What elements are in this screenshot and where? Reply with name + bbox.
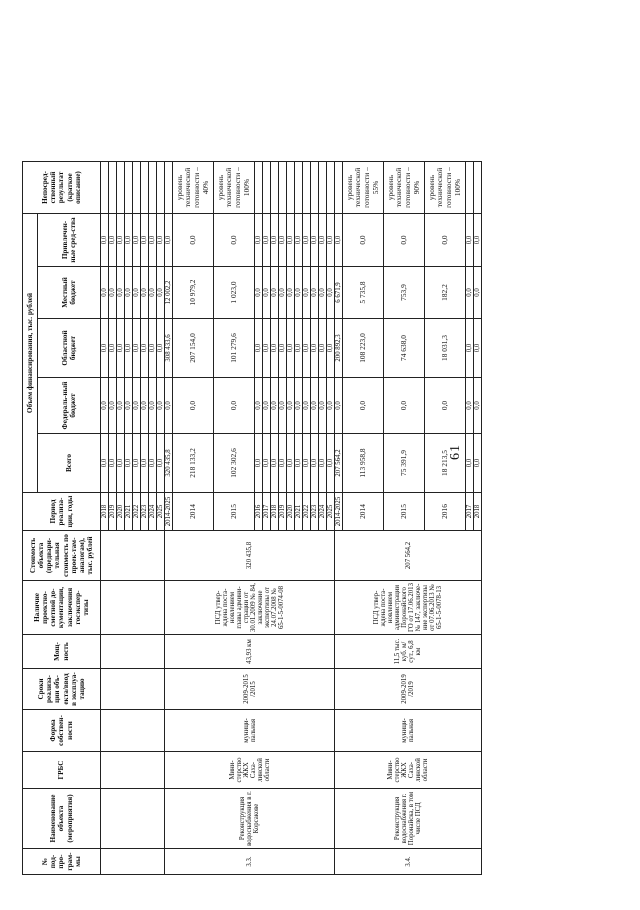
header-period: Период реализа-ции, годы: [23, 493, 101, 531]
result-cell: [255, 162, 263, 214]
object-cost: 320 435,8: [165, 531, 335, 581]
zero-cell: 0,0: [271, 214, 279, 267]
zero-cell: 0,0: [474, 267, 482, 319]
result-cell: уровень технической готовности – 40%: [173, 162, 214, 214]
zero-cell: 0,0: [311, 378, 319, 434]
attracted-cell: 0,0: [343, 214, 384, 267]
federal-cell: 0,0: [335, 378, 343, 434]
zero-cell: 0,0: [287, 434, 295, 493]
zero-cell: 0,0: [263, 319, 271, 378]
total-cell: 0,0: [109, 434, 117, 493]
period-cell: 2021: [295, 493, 303, 531]
total-cell: 0,0: [101, 434, 109, 493]
local-cell: 5 735,8: [343, 267, 384, 319]
result-cell: уровень технической готовности – 90%: [384, 162, 425, 214]
result-cell: [165, 162, 173, 214]
zero-cell: 0,0: [319, 214, 327, 267]
local-cell: 12 002,2: [165, 267, 173, 319]
federal-cell: 0,0: [165, 378, 173, 434]
header-financing: Объем финансирования, тыс. рублей: [23, 214, 38, 493]
total-cell: 75 391,9: [384, 434, 425, 493]
period-cell: 2019: [109, 493, 117, 531]
period-cell: 2014-2025: [165, 493, 173, 531]
regional-cell: 0,0: [101, 319, 109, 378]
result-cell: [101, 162, 109, 214]
zero-cell: 0,0: [303, 214, 311, 267]
object-number: 3.3.: [165, 849, 335, 875]
zero-cell: 0,0: [279, 378, 287, 434]
zero-cell: 0,0: [311, 267, 319, 319]
regional-cell: 308 433,6: [165, 319, 173, 378]
regional-cell: 101 279,6: [214, 319, 255, 378]
zero-cell: 0,0: [311, 214, 319, 267]
zero-cell: 0,0: [311, 319, 319, 378]
table-body: [101, 162, 482, 875]
period-cell: 2017: [466, 493, 474, 531]
zero-cell: 0,0: [287, 378, 295, 434]
object-name: Реконструкция водоснабжения в г. Корсакове: [165, 789, 335, 849]
result-cell: [141, 162, 149, 214]
local-cell: 1 023,0: [214, 267, 255, 319]
zero-cell: 0,0: [295, 214, 303, 267]
regional-cell: 0,0: [141, 319, 149, 378]
empty-cell: [101, 710, 165, 752]
zero-cell: 0,0: [279, 434, 287, 493]
local-cell: 0,0: [141, 267, 149, 319]
zero-cell: 0,0: [263, 267, 271, 319]
total-cell: 207 564,2: [335, 434, 343, 493]
attracted-cell: 0,0: [117, 214, 125, 267]
object-ownership: муници-пальная: [335, 710, 482, 752]
total-cell: 102 302,6: [214, 434, 255, 493]
period-cell: 2020: [287, 493, 295, 531]
zero-cell: 0,0: [295, 319, 303, 378]
result-cell: уровень технической готовности – 55%: [343, 162, 384, 214]
header-federal: Федераль-ный бюджет: [38, 378, 101, 434]
object-cost: 207 564,2: [335, 531, 482, 581]
zero-cell: 0,0: [474, 214, 482, 267]
header-design: Наличие проектно-сметной до-кументации, заключения госэкспер-тизы: [23, 581, 101, 635]
header-name: Наименование объекта (мероприятия): [23, 789, 101, 849]
attracted-cell: 0,0: [157, 214, 165, 267]
empty-cell: [101, 789, 165, 849]
object-design-docs: ПСД утвер-ждена поста-новлением администрации Поронайского ГО от 17.06.2013 № 147, заключе-ние экспертизы от 07.06.2013 № 65-1-5-0078-13: [335, 581, 482, 635]
total-cell: 0,0: [141, 434, 149, 493]
period-cell: 2020: [117, 493, 125, 531]
attracted-cell: 0,0: [335, 214, 343, 267]
empty-cell: [101, 531, 165, 581]
local-cell: 753,9: [384, 267, 425, 319]
zero-cell: 0,0: [466, 378, 474, 434]
regional-cell: 0,0: [117, 319, 125, 378]
total-cell: 0,0: [133, 434, 141, 493]
local-cell: 0,0: [157, 267, 165, 319]
zero-cell: 0,0: [295, 434, 303, 493]
period-cell: 2019: [279, 493, 287, 531]
result-cell: уровень технической готовности – 100%: [425, 162, 466, 214]
header-regional: Областной бюджет: [38, 319, 101, 378]
result-cell: уровень технической готовности – 100%: [214, 162, 255, 214]
result-cell: [157, 162, 165, 214]
local-cell: 182,2: [425, 267, 466, 319]
local-cell: 6 671,9: [335, 267, 343, 319]
zero-cell: 0,0: [303, 434, 311, 493]
object-terms: 2009-2019 /2019: [335, 669, 482, 710]
federal-cell: 0,0: [173, 378, 214, 434]
empty-cell: [101, 849, 165, 875]
attracted-cell: 0,0: [173, 214, 214, 267]
zero-cell: 0,0: [271, 267, 279, 319]
zero-cell: 0,0: [466, 214, 474, 267]
period-cell: 2024: [319, 493, 327, 531]
object-design-docs: ПСД утвер-ждена поста-новлением главы админи-страции от 30.01.2009 № 84, заключение экспертизы от 24.07.2008 № 65-1-5-0074-08: [165, 581, 335, 635]
regional-cell: 0,0: [157, 319, 165, 378]
zero-cell: 0,0: [263, 214, 271, 267]
total-cell: 113 958,8: [343, 434, 384, 493]
zero-cell: 0,0: [327, 319, 335, 378]
zero-cell: 0,0: [295, 378, 303, 434]
result-cell: [466, 162, 474, 214]
result-cell: [125, 162, 133, 214]
zero-cell: 0,0: [287, 267, 295, 319]
federal-cell: 0,0: [149, 378, 157, 434]
zero-cell: 0,0: [287, 214, 295, 267]
result-cell: [263, 162, 271, 214]
period-cell: 2016: [425, 493, 466, 531]
period-cell: 2014: [343, 493, 384, 531]
local-cell: 0,0: [133, 267, 141, 319]
zero-cell: 0,0: [319, 378, 327, 434]
local-cell: 0,0: [149, 267, 157, 319]
result-cell: [149, 162, 157, 214]
total-cell: 0,0: [117, 434, 125, 493]
header-ownership: Форма собствен-ности: [23, 710, 101, 752]
attracted-cell: 0,0: [133, 214, 141, 267]
zero-cell: 0,0: [255, 434, 263, 493]
period-cell: 2017: [263, 493, 271, 531]
zero-cell: 0,0: [327, 434, 335, 493]
result-cell: [271, 162, 279, 214]
attracted-cell: 0,0: [149, 214, 157, 267]
header-capacity: Мощ-ность: [23, 635, 101, 669]
zero-cell: 0,0: [319, 319, 327, 378]
local-cell: 10 979,2: [173, 267, 214, 319]
object-capacity: 11,5 тыс. куб. м/сут., 6,8 км: [335, 635, 482, 669]
federal-cell: 0,0: [384, 378, 425, 434]
zero-cell: 0,0: [319, 434, 327, 493]
empty-cell: [101, 669, 165, 710]
object-number: 3.4.: [335, 849, 482, 875]
regional-cell: 18 031,3: [425, 319, 466, 378]
local-cell: 0,0: [109, 267, 117, 319]
total-cell: 0,0: [157, 434, 165, 493]
result-cell: [279, 162, 287, 214]
period-cell: 2022: [303, 493, 311, 531]
total-cell: 218 133,2: [173, 434, 214, 493]
header-attracted: Привлечен-ные сред-ства: [38, 214, 101, 267]
zero-cell: 0,0: [279, 267, 287, 319]
attracted-cell: 0,0: [384, 214, 425, 267]
object-terms: 2009-2015 /2015: [165, 669, 335, 710]
regional-cell: 0,0: [133, 319, 141, 378]
header-terms: Сроки реализа-ции объ-екта/ввод в эксплуа-тацию: [23, 669, 101, 710]
zero-cell: 0,0: [327, 378, 335, 434]
local-cell: 0,0: [101, 267, 109, 319]
table-row: [165, 162, 173, 875]
zero-cell: 0,0: [466, 434, 474, 493]
total-cell: 320 435,8: [165, 434, 173, 493]
object-grbs: Мини-стерство ЖКХ Саха-линской области: [165, 752, 335, 789]
zero-cell: 0,0: [255, 319, 263, 378]
total-cell: 18 213,5: [425, 434, 466, 493]
zero-cell: 0,0: [474, 378, 482, 434]
table-row: [101, 162, 109, 875]
zero-cell: 0,0: [303, 319, 311, 378]
page-number: 61: [448, 444, 463, 460]
result-cell: [335, 162, 343, 214]
result-cell: [311, 162, 319, 214]
header-result: Непосред-ственный результат (краткое описание): [23, 162, 101, 214]
empty-cell: [101, 635, 165, 669]
period-cell: 2023: [311, 493, 319, 531]
period-cell: 2018: [474, 493, 482, 531]
attracted-cell: 0,0: [101, 214, 109, 267]
zero-cell: 0,0: [466, 267, 474, 319]
period-cell: 2015: [384, 493, 425, 531]
regional-cell: 0,0: [125, 319, 133, 378]
period-cell: 2018: [271, 493, 279, 531]
object-name: Реконструкция водоснабжения г. Поронайска, в том числе ПСД: [335, 789, 482, 849]
regional-cell: 108 223,0: [343, 319, 384, 378]
zero-cell: 0,0: [466, 319, 474, 378]
result-cell: [474, 162, 482, 214]
result-cell: [327, 162, 335, 214]
regional-cell: 0,0: [109, 319, 117, 378]
regional-cell: 0,0: [149, 319, 157, 378]
zero-cell: 0,0: [271, 434, 279, 493]
federal-cell: 0,0: [117, 378, 125, 434]
regional-cell: 200 892,3: [335, 319, 343, 378]
result-cell: [109, 162, 117, 214]
zero-cell: 0,0: [263, 434, 271, 493]
federal-cell: 0,0: [125, 378, 133, 434]
total-cell: 0,0: [125, 434, 133, 493]
zero-cell: 0,0: [474, 319, 482, 378]
period-cell: 2014: [173, 493, 214, 531]
object-capacity: 43,93 км: [165, 635, 335, 669]
zero-cell: 0,0: [319, 267, 327, 319]
result-cell: [287, 162, 295, 214]
federal-cell: 0,0: [157, 378, 165, 434]
result-cell: [117, 162, 125, 214]
period-cell: 2024: [149, 493, 157, 531]
result-cell: [303, 162, 311, 214]
period-cell: 2022: [133, 493, 141, 531]
zero-cell: 0,0: [303, 267, 311, 319]
period-cell: 2018: [101, 493, 109, 531]
regional-cell: 74 638,0: [384, 319, 425, 378]
federal-cell: 0,0: [425, 378, 466, 434]
period-cell: 2023: [141, 493, 149, 531]
federal-cell: 0,0: [343, 378, 384, 434]
rotated-page: [27, 18, 587, 880]
local-cell: 0,0: [125, 267, 133, 319]
local-cell: 0,0: [117, 267, 125, 319]
result-cell: [319, 162, 327, 214]
period-cell: 2025: [157, 493, 165, 531]
header-local: Местный бюджет: [38, 267, 101, 319]
header-total: Всего: [38, 434, 101, 493]
total-cell: 0,0: [149, 434, 157, 493]
empty-cell: [101, 752, 165, 789]
federal-cell: 0,0: [214, 378, 255, 434]
zero-cell: 0,0: [263, 378, 271, 434]
object-ownership: муници-пальная: [165, 710, 335, 752]
table-row: [335, 162, 343, 875]
attracted-cell: 0,0: [165, 214, 173, 267]
period-cell: 2014-2025: [335, 493, 343, 531]
zero-cell: 0,0: [303, 378, 311, 434]
object-grbs: Мини-стерство ЖКХ Саха-линской области: [335, 752, 482, 789]
zero-cell: 0,0: [279, 319, 287, 378]
zero-cell: 0,0: [271, 378, 279, 434]
attracted-cell: 0,0: [425, 214, 466, 267]
zero-cell: 0,0: [255, 267, 263, 319]
zero-cell: 0,0: [255, 378, 263, 434]
header-grbs: ГРБС: [23, 752, 101, 789]
zero-cell: 0,0: [287, 319, 295, 378]
federal-cell: 0,0: [109, 378, 117, 434]
federal-cell: 0,0: [141, 378, 149, 434]
empty-cell: [101, 581, 165, 635]
attracted-cell: 0,0: [109, 214, 117, 267]
zero-cell: 0,0: [255, 214, 263, 267]
zero-cell: 0,0: [279, 214, 287, 267]
header-no: № под-про-грам-мы: [23, 849, 101, 875]
zero-cell: 0,0: [295, 267, 303, 319]
header-row-1: [23, 162, 38, 875]
period-cell: 2016: [255, 493, 263, 531]
attracted-cell: 0,0: [141, 214, 149, 267]
federal-cell: 0,0: [133, 378, 141, 434]
zero-cell: 0,0: [327, 214, 335, 267]
attracted-cell: 0,0: [214, 214, 255, 267]
header-cost: Стоимость объекта (предвари-тельная стоимость по проек-там-аналогам), тыс. рублей: [23, 531, 101, 581]
period-cell: 2025: [327, 493, 335, 531]
zero-cell: 0,0: [474, 434, 482, 493]
zero-cell: 0,0: [271, 319, 279, 378]
regional-cell: 207 154,0: [173, 319, 214, 378]
result-cell: [133, 162, 141, 214]
period-cell: 2015: [214, 493, 255, 531]
financing-table: [22, 161, 482, 875]
zero-cell: 0,0: [327, 267, 335, 319]
zero-cell: 0,0: [311, 434, 319, 493]
result-cell: [295, 162, 303, 214]
period-cell: 2021: [125, 493, 133, 531]
attracted-cell: 0,0: [125, 214, 133, 267]
federal-cell: 0,0: [101, 378, 109, 434]
